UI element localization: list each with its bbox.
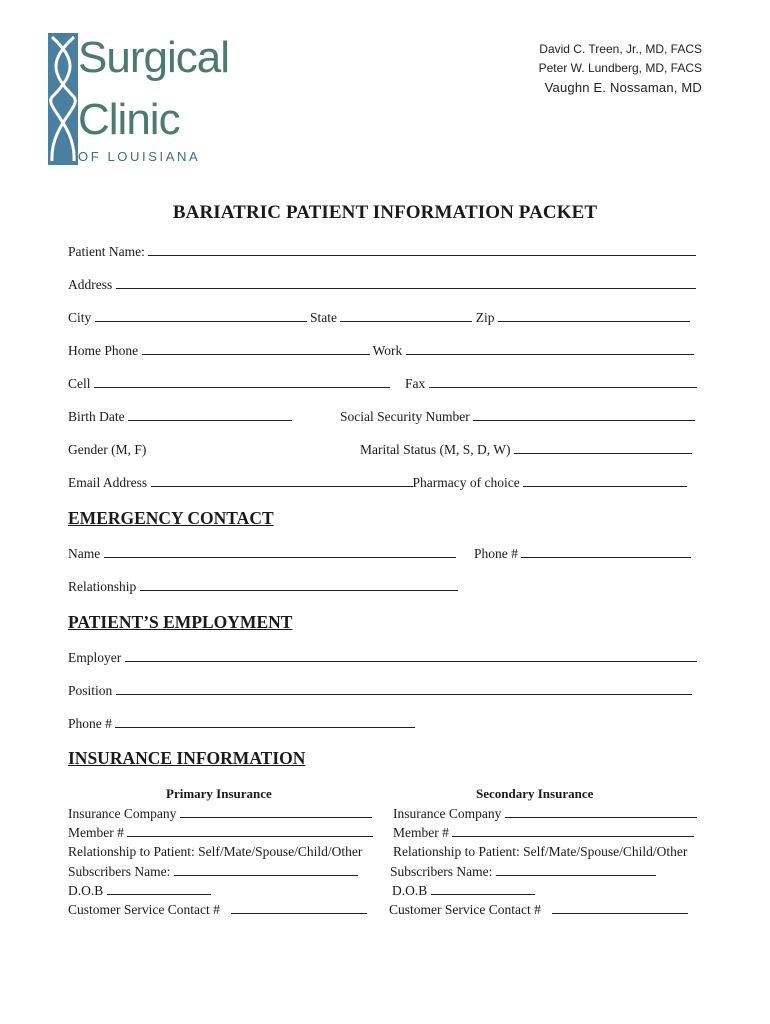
- secondary-contact-field[interactable]: [552, 902, 688, 914]
- gender-row: [68, 442, 146, 458]
- employer-phone-field[interactable]: [115, 716, 415, 728]
- doctor-name: Peter W. Lundberg, MD, FACS: [538, 61, 702, 75]
- primary-company-label: Insurance Company: [68, 806, 177, 821]
- gender-label: Gender (M, F): [68, 442, 147, 457]
- state-field[interactable]: [340, 310, 472, 322]
- primary-subscriber-row: [68, 864, 358, 880]
- primary-subscriber-label: Subscribers Name:: [68, 864, 171, 879]
- city-field[interactable]: [95, 310, 307, 322]
- city-state-zip-row: [68, 310, 690, 326]
- pharmacy-field[interactable]: [523, 475, 687, 487]
- logo-word-louisiana: OF LOUISIANA: [78, 149, 201, 164]
- page-title: BARIATRIC PATIENT INFORMATION PACKET: [172, 202, 598, 223]
- patient-name-label: Patient Name:: [68, 244, 145, 259]
- birth-date-field[interactable]: [128, 409, 292, 421]
- position-row: [68, 683, 692, 699]
- secondary-dob-row: [392, 883, 535, 899]
- home-phone-label: Home Phone: [68, 343, 139, 358]
- emergency-relationship-field[interactable]: [140, 579, 458, 591]
- emergency-name-row: [68, 546, 456, 562]
- dna-helix-icon: [48, 33, 78, 165]
- primary-dob-label: D.O.B: [68, 883, 104, 898]
- secondary-contact-label: Customer Service Contact #: [389, 902, 541, 917]
- emergency-relationship-row: [68, 579, 458, 595]
- doctor-name: David C. Treen, Jr., MD, FACS: [539, 42, 702, 56]
- work-label: Work: [372, 343, 403, 358]
- primary-subscriber-field[interactable]: [174, 864, 358, 876]
- primary-contact-field[interactable]: [231, 902, 367, 914]
- ssn-label: Social Security Number: [340, 409, 470, 424]
- secondary-relationship-label: Relationship to Patient: Self/Mate/Spouse/Child/Other: [393, 844, 688, 859]
- fax-row: [405, 376, 697, 392]
- primary-insurance-heading: Primary Insurance: [166, 786, 272, 801]
- zip-label: Zip: [475, 310, 495, 325]
- pharmacy-label: Pharmacy of choice: [412, 475, 520, 490]
- marital-field[interactable]: [514, 442, 692, 454]
- home-phone-field[interactable]: [142, 343, 370, 355]
- emergency-phone-row: [474, 546, 691, 562]
- state-label: State: [310, 310, 338, 325]
- work-phone-field[interactable]: [406, 343, 694, 355]
- emergency-name-field[interactable]: [104, 546, 456, 558]
- secondary-member-row: [393, 825, 694, 841]
- primary-relationship-label: Relationship to Patient: Self/Mate/Spouse/Child/Other: [68, 844, 363, 859]
- ssn-field[interactable]: [473, 409, 695, 421]
- secondary-member-field[interactable]: [452, 825, 694, 837]
- employer-field[interactable]: [125, 650, 697, 662]
- primary-company-field[interactable]: [180, 806, 372, 818]
- city-label: City: [68, 310, 92, 325]
- position-field[interactable]: [116, 683, 692, 695]
- primary-member-label: Member #: [68, 825, 124, 840]
- emergency-heading: EMERGENCY CONTACT: [68, 508, 274, 528]
- primary-member-row: [68, 825, 373, 841]
- primary-dob-row: [68, 883, 211, 899]
- logo-word-surgical: Surgical: [78, 33, 229, 82]
- secondary-member-label: Member #: [393, 825, 449, 840]
- address-row: [68, 277, 696, 293]
- fax-label: Fax: [405, 376, 426, 391]
- clinic-logo: [48, 33, 238, 168]
- emergency-name-label: Name: [68, 546, 101, 561]
- secondary-company-label: Insurance Company: [393, 806, 502, 821]
- secondary-company-row: [393, 806, 697, 822]
- employer-label: Employer: [68, 650, 122, 665]
- primary-contact-label: Customer Service Contact #: [68, 902, 220, 917]
- emergency-phone-field[interactable]: [521, 546, 691, 558]
- email-field[interactable]: [151, 475, 413, 487]
- secondary-company-field[interactable]: [505, 806, 697, 818]
- cell-label: Cell: [68, 376, 91, 391]
- doctor-name: Vaughn E. Nossaman, MD: [544, 80, 702, 95]
- address-label: Address: [68, 277, 113, 292]
- birth-date-label: Birth Date: [68, 409, 125, 424]
- emergency-relationship-label: Relationship: [68, 579, 137, 594]
- patient-name-field[interactable]: [148, 244, 696, 256]
- birth-date-row: [68, 409, 292, 425]
- marital-label: Marital Status (M, S, D, W): [360, 442, 511, 457]
- cell-field[interactable]: [94, 376, 390, 388]
- secondary-subscriber-row: [390, 864, 656, 880]
- insurance-heading: INSURANCE INFORMATION: [68, 748, 306, 768]
- primary-relationship-row: [68, 844, 362, 860]
- address-field[interactable]: [116, 277, 696, 289]
- secondary-subscriber-field[interactable]: [496, 864, 656, 876]
- primary-contact-row: [68, 902, 367, 918]
- primary-dob-field[interactable]: [107, 883, 211, 895]
- employer-phone-row: [68, 716, 415, 732]
- primary-company-row: [68, 806, 372, 822]
- secondary-subscriber-label: Subscribers Name:: [390, 864, 493, 879]
- cell-row: [68, 376, 390, 392]
- employer-row: [68, 650, 697, 666]
- email-pharmacy-row: [68, 475, 687, 491]
- secondary-contact-row: [389, 902, 688, 918]
- fax-field[interactable]: [429, 376, 697, 388]
- position-label: Position: [68, 683, 113, 698]
- primary-member-field[interactable]: [127, 825, 373, 837]
- patient-name-row: [68, 244, 696, 260]
- secondary-relationship-row: [393, 844, 687, 860]
- secondary-dob-label: D.O.B: [392, 883, 428, 898]
- logo-word-clinic: Clinic: [78, 95, 180, 144]
- secondary-insurance-heading: Secondary Insurance: [476, 786, 594, 801]
- secondary-dob-field[interactable]: [431, 883, 535, 895]
- ssn-row: [340, 409, 695, 425]
- zip-field[interactable]: [498, 310, 690, 322]
- email-label: Email Address: [68, 475, 148, 490]
- employer-phone-label: Phone #: [68, 716, 112, 731]
- emergency-phone-label: Phone #: [474, 546, 518, 561]
- phone-row: [68, 343, 694, 359]
- employment-heading: PATIENT’S EMPLOYMENT: [68, 612, 293, 632]
- marital-row: [360, 442, 692, 458]
- doctor-list: [539, 40, 702, 97]
